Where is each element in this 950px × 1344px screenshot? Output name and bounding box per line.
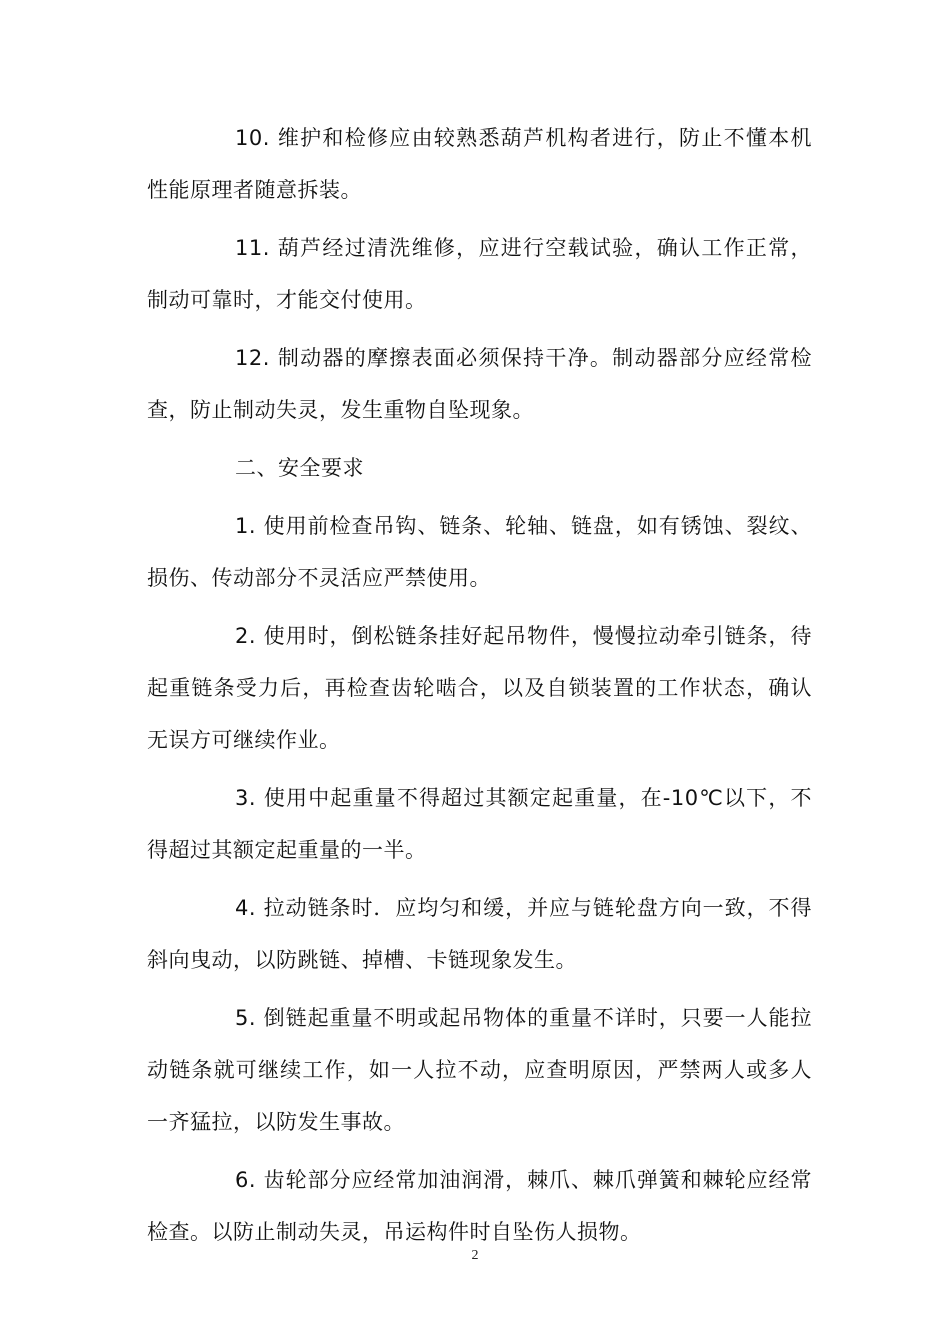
paragraph-12: 12. 制动器的摩擦表面必须保持干净。制动器部分应经常检查，防止制动失灵，发生重物自坠现象。: [147, 346, 812, 422]
safety-item-3: 3. 使用中起重量不得超过其额定起重量，在-10℃以下，不得超过其额定起重量的一半。: [147, 786, 812, 862]
safety-item-2: 2. 使用时，倒松链条挂好起吊物件，慢慢拉动牵引链条，待起重链条受力后，再检查齿轮啮合，以及自锁装置的工作状态，确认无误方可继续作业。: [147, 624, 812, 752]
page-number: 2: [471, 1248, 479, 1263]
safety-item-6: 6. 齿轮部分应经常加油润滑，棘爪、棘爪弹簧和棘轮应经常检查。以防止制动失灵，吊运构件时自坠伤人损物。: [147, 1168, 812, 1244]
paragraph-10: 10. 维护和检修应由较熟悉葫芦机构者进行，防止不懂本机性能原理者随意拆装。: [147, 126, 812, 202]
safety-item-4: 4. 拉动链条时．应均匀和缓，并应与链轮盘方向一致，不得斜向曳动，以防跳链、掉槽、卡链现象发生。: [147, 896, 812, 972]
safety-item-5: 5. 倒链起重量不明或起吊物体的重量不详时，只要一人能拉动链条就可继续工作，如一人拉不动，应查明原因，严禁两人或多人一齐猛拉，以防发生事故。: [147, 1006, 812, 1134]
paragraph-11: 11. 葫芦经过清洗维修，应进行空载试验，确认工作正常，制动可靠时，才能交付使用。: [147, 236, 812, 312]
document-body: [147, 112, 812, 1264]
safety-item-1: 1. 使用前检查吊钩、链条、轮轴、链盘，如有锈蚀、裂纹、损伤、传动部分不灵活应严禁使用。: [147, 514, 812, 590]
section-heading: 二、安全要求: [235, 456, 364, 480]
